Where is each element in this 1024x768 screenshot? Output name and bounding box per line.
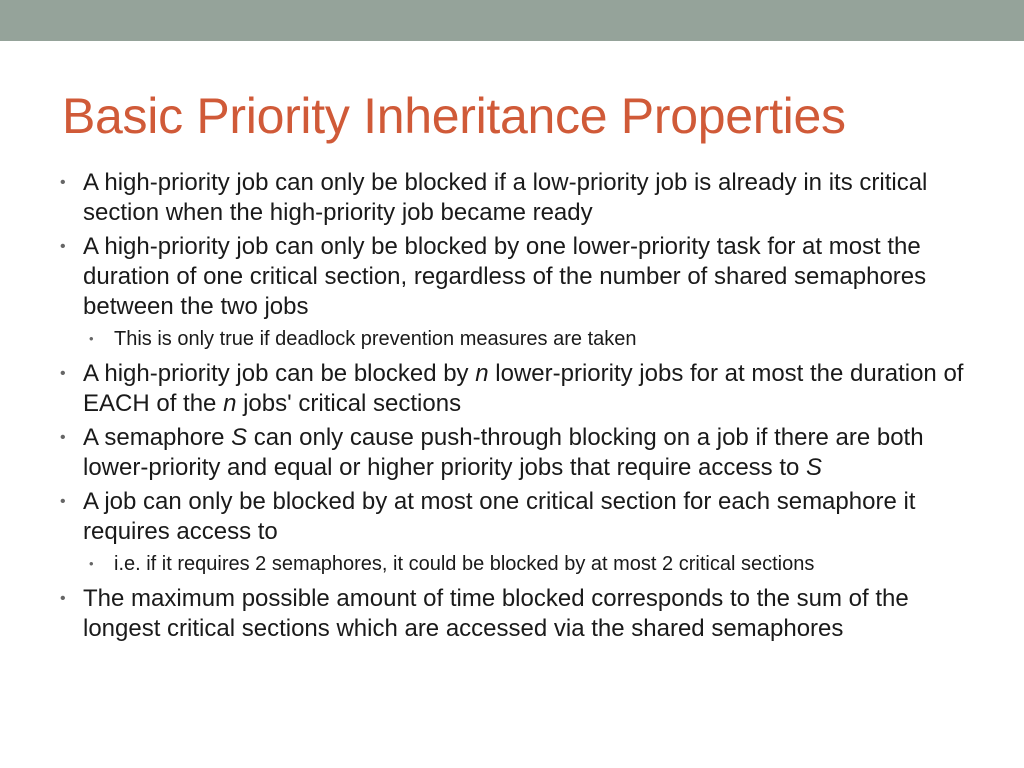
- bullet-marker: •: [60, 174, 66, 191]
- bullet-list: [62, 168, 972, 648]
- bullet-marker: •: [60, 429, 66, 446]
- sub-bullet-text: i.e. if it requires 2 semaphores, it could be blocked by at most 2 critical sections: [114, 553, 815, 575]
- bullet-marker: •: [60, 493, 66, 510]
- text-segment: A semaphore: [83, 424, 232, 451]
- sub-bullet-text: This is only true if deadlock prevention measures are taken: [114, 328, 637, 350]
- bullet-marker: •: [60, 238, 66, 255]
- bullet-text: A high-priority job can only be blocked by one lower-priority task for at most the duration of one critical section, regardless of the number of shared semaphores between the two jobs: [83, 233, 927, 320]
- bullet-item: [62, 232, 972, 322]
- bullet-item: [62, 423, 972, 483]
- bullet-item: [62, 359, 972, 419]
- bullet-text: A high-priority job can only be blocked if a low-priority job is already in its critical section when the high-priority job became ready: [83, 169, 928, 226]
- bullet-text: [83, 423, 972, 483]
- bullet-marker: •: [89, 556, 94, 571]
- bullet-marker: •: [60, 590, 66, 607]
- bullet-text: A job can only be blocked by at most one critical section for each semaphore it requires access to: [83, 488, 916, 545]
- variable-n: n: [223, 390, 237, 417]
- bullet-text: The maximum possible amount of time blocked corresponds to the sum of the longest critical sections which are accessed via the shared semaphores: [83, 585, 909, 642]
- bullet-marker: •: [89, 331, 94, 346]
- bullet-marker: •: [60, 365, 66, 382]
- text-segment: can only cause push-through blocking on a job if there are both lower-priority and equal or higher priority jobs that require access to: [83, 424, 924, 481]
- bullet-item: [62, 487, 972, 547]
- text-segment: A high-priority job can be blocked by: [83, 360, 476, 387]
- text-segment: jobs' critical sections: [236, 390, 462, 417]
- variable-s: S: [806, 454, 823, 481]
- top-accent-bar: [0, 0, 1024, 41]
- bullet-item: [62, 584, 972, 644]
- variable-s: S: [231, 424, 248, 451]
- text-segment: lower-priority jobs for at most the duration of EACH of the: [83, 360, 964, 417]
- slide-title: Basic Priority Inheritance Properties: [62, 88, 846, 144]
- bullet-text: [83, 359, 972, 419]
- sub-bullet-item: [62, 326, 972, 352]
- variable-n: n: [475, 360, 489, 387]
- bullet-item: [62, 168, 972, 228]
- sub-bullet-item: [62, 551, 972, 577]
